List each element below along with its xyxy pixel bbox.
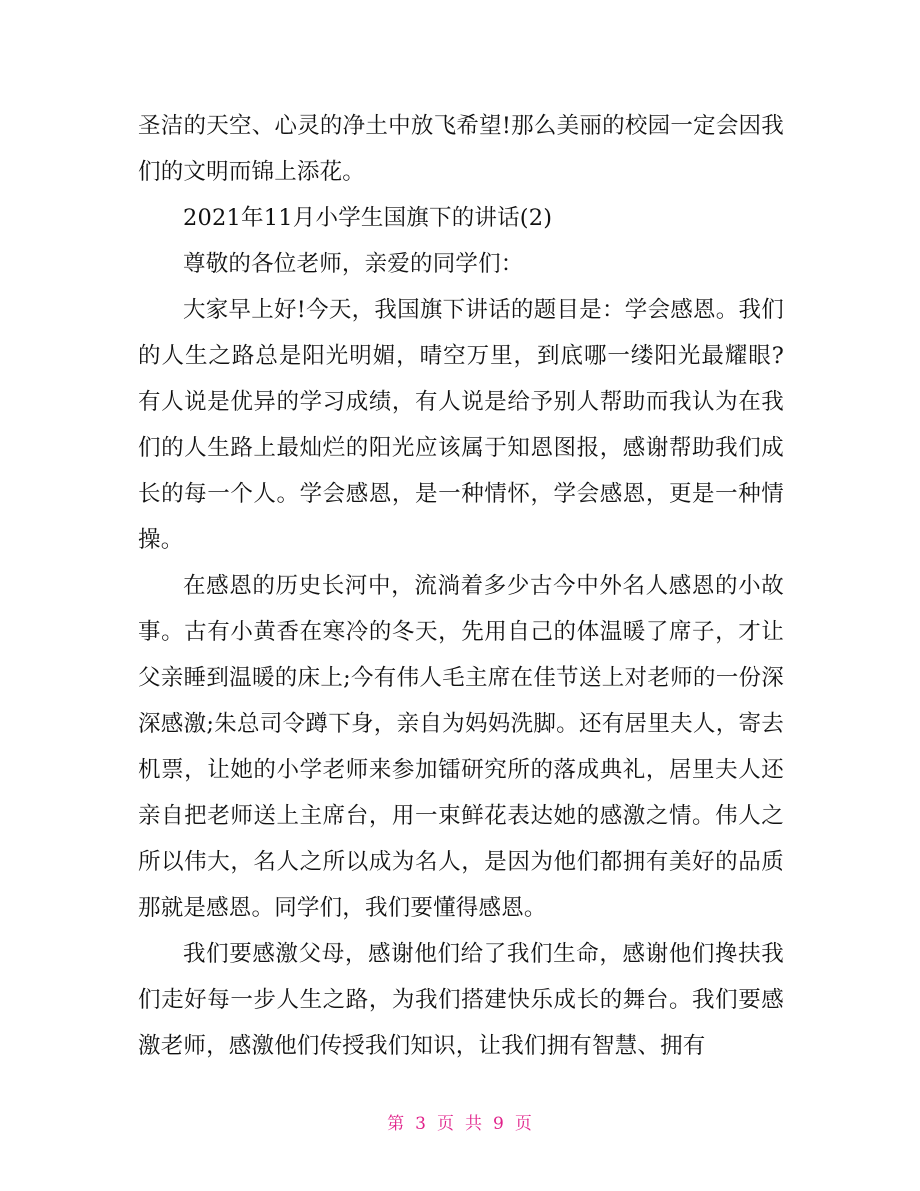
footer-total-label: 共 — [465, 1114, 483, 1134]
paragraph-intro: 大家早上好!今天，我国旗下讲话的题目是：学会感恩。我们的人生之路总是阳光明媚，晴空万里，到底哪一缕阳光最耀眼?有人说是优异的学习成绩，有人说是给予别人帮助而我认为在我们的人生路上最灿烂的阳光应该属于知恩图报，感谢帮助我们成长的每一个人。学会感恩，是一种情怀，学会感恩，更是一种情操。 — [138, 297, 784, 553]
footer-current-page: 3 — [415, 1114, 427, 1134]
speech-title: 2021年11月小学生国旗下的讲话(2) — [183, 205, 553, 231]
page-number-footer — [0, 1112, 920, 1136]
footer-page-unit: 页 — [437, 1114, 455, 1134]
document-body — [138, 103, 784, 1069]
footer-total-pages: 9 — [493, 1114, 505, 1134]
speech-greeting: 尊敬的各位老师，亲爱的同学们： — [183, 251, 524, 277]
paragraph-history: 在感恩的历史长河中，流淌着多少古今中外名人感恩的小故事。古有小黄香在寒冷的冬天，先用自己的体温暖了席子，才让父亲睡到温暖的床上;今有伟人毛主席在佳节送上对老师的一份深深感激;朱总司令蹲下身，亲自为妈妈洗脚。还有居里夫人，寄去机票，让她的小学老师来参加镭研究所的落成典礼，居里夫人还亲自把老师送上主席台，用一束鲜花表达她的感激之情。伟人之所以伟大，名人之所以成为名人，是因为他们都拥有美好的品质那就是感恩。同学们，我们要懂得感恩。 — [138, 573, 784, 921]
footer-page-label: 第 — [387, 1114, 406, 1134]
paragraph-continuation: 圣洁的天空、心灵的净土中放飞希望!那么美丽的校园一定会因我们的文明而锦上添花。 — [138, 113, 784, 185]
paragraph-gratitude: 我们要感激父母，感谢他们给了我们生命，感谢他们搀扶我们走好每一步人生之路，为我们搭建快乐成长的舞台。我们要感激老师，感激他们传授我们知识，让我们拥有智慧、拥有 — [138, 941, 784, 1059]
footer-total-unit: 页 — [514, 1114, 533, 1134]
